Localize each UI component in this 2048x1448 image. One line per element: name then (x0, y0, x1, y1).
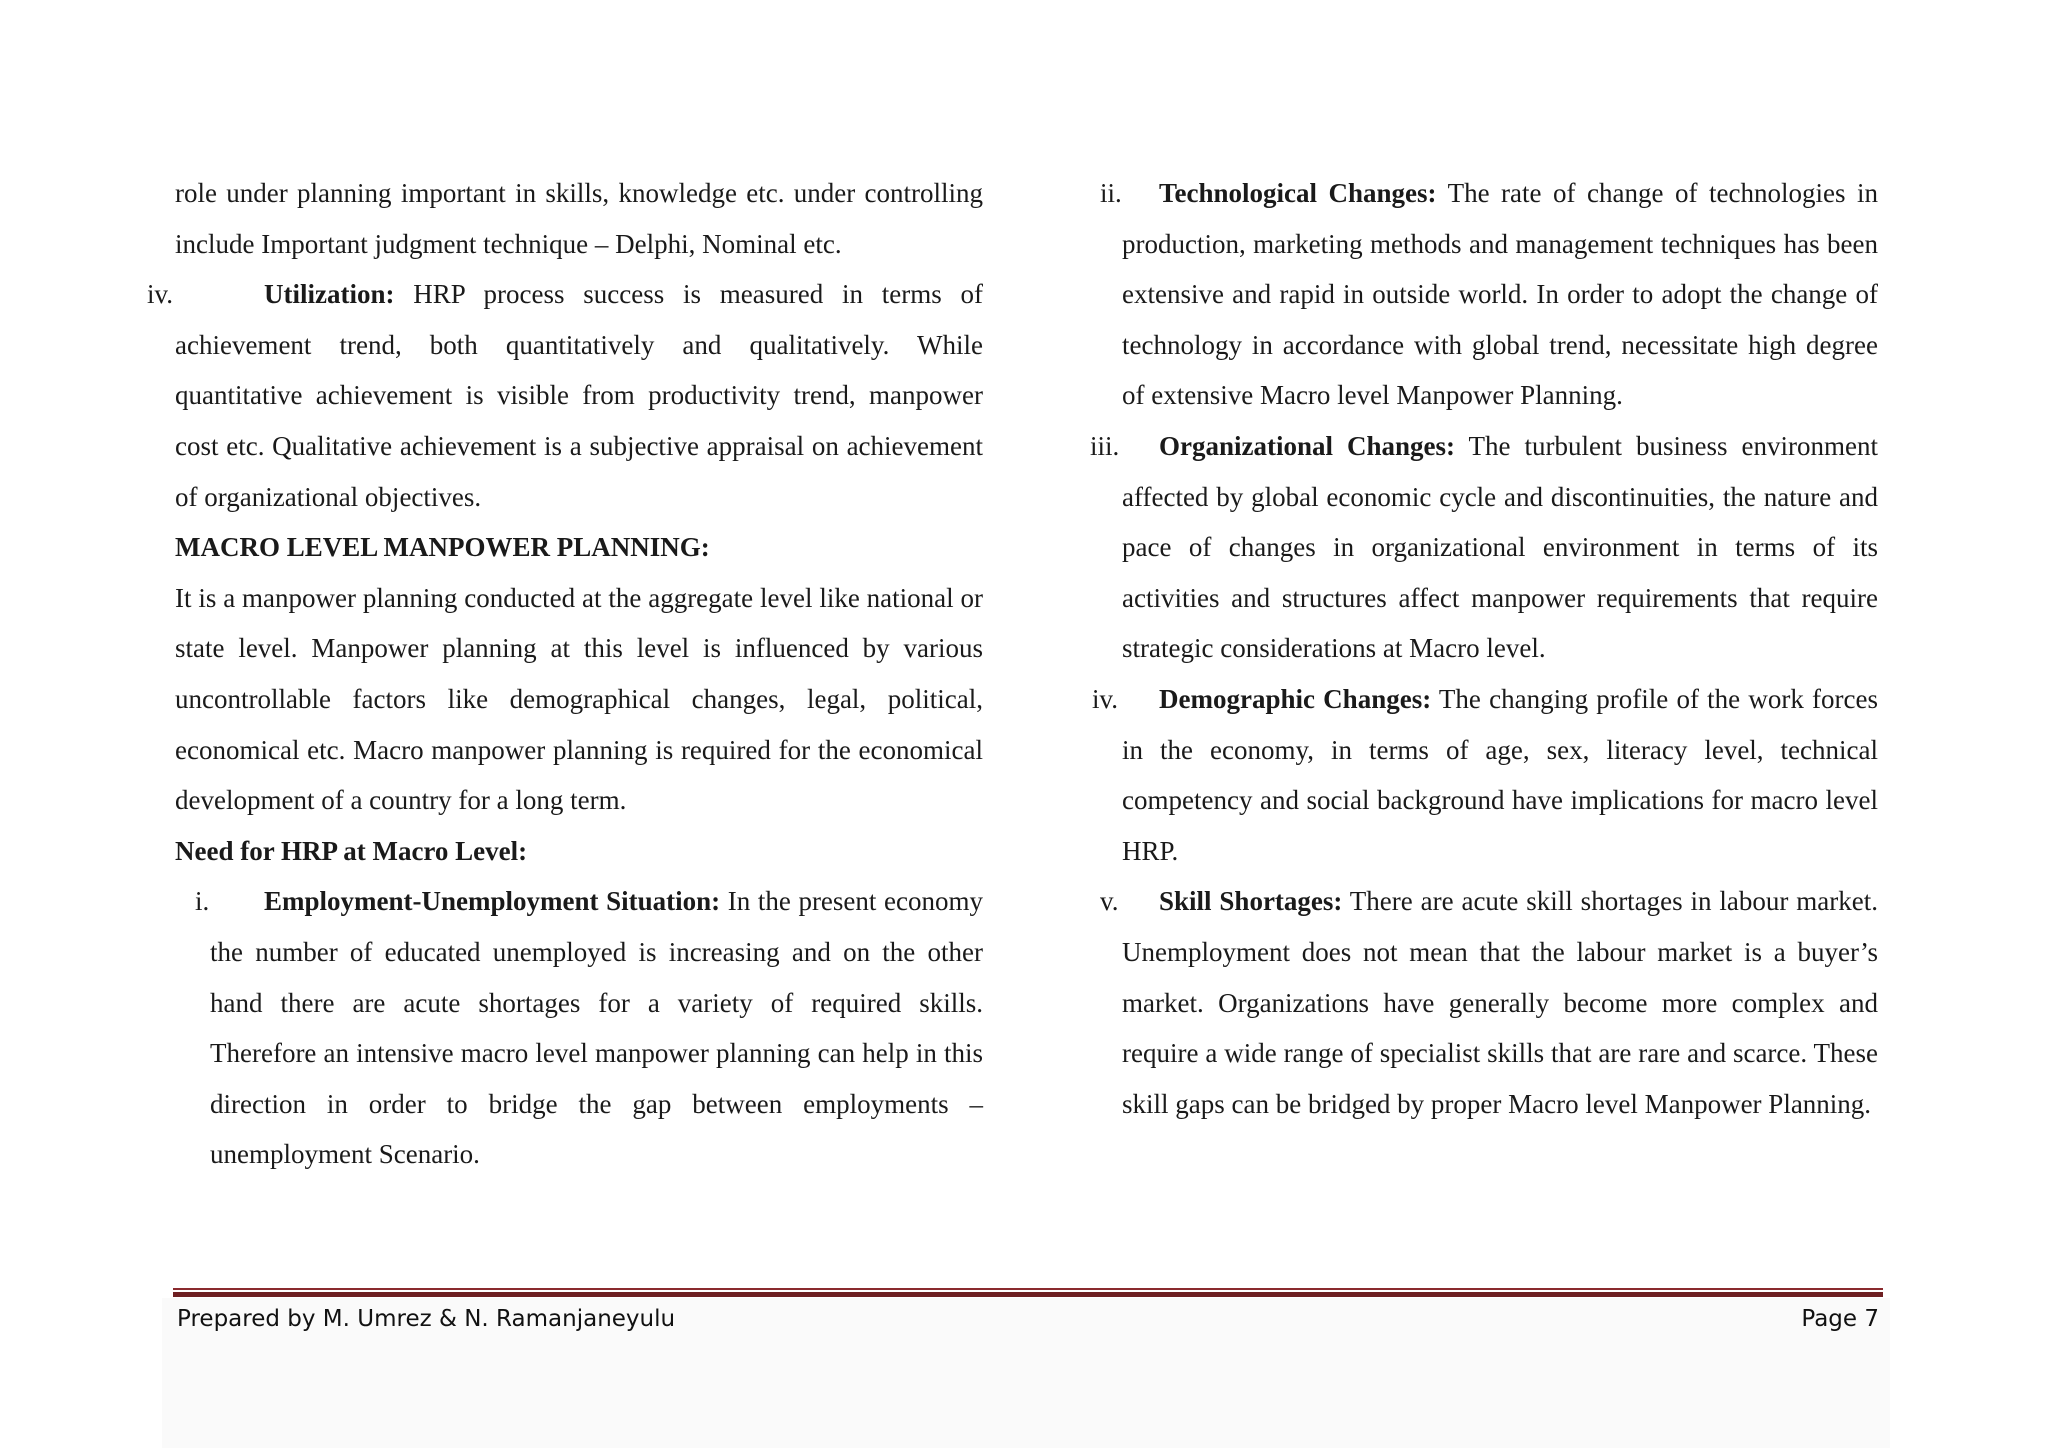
list-item-skill-shortages (1092, 876, 1878, 1129)
left-column (147, 168, 983, 1180)
list-number: iii. (1090, 430, 1120, 461)
item-text: The rate of change of technologies in production, marketing methods and management techniques has been extensive and rapid in outside world. In order to adopt the change of technology in accordance with global trend, necessitate high degree of extensive Macro level Manpower Planning. (1122, 178, 1878, 411)
item-label: Employment-Unemployment Situation: (264, 886, 721, 917)
item-text: The changing profile of the work forces in the economy, in terms of age, sex, literacy level, technical competency and social background have implications for macro level HRP. (1122, 683, 1878, 866)
list-item-utilization (147, 269, 983, 522)
item-label: Demographic Changes: (1159, 683, 1432, 714)
item-text: HRP process success is measured in terms of achievement trend, both quantitatively and qualitatively. While quantitative achievement is visible from productivity trend, manpower cost etc. Qualitative achievement is a subjective appraisal on achievement of organizational objectives. (175, 279, 983, 512)
item-text: The turbulent business environment affected by global economic cycle and discontinuities, the nature and pace of changes in organizational environment in terms of its activities and structures affect manpower requirements that require strategic considerations at Macro level. (1122, 430, 1878, 664)
item-label: Technological Changes: (1159, 178, 1437, 208)
right-column (1092, 168, 1878, 1129)
subsection-heading: Need for HRP at Macro Level: (175, 835, 528, 866)
footer-divider-thick (173, 1292, 1883, 1297)
list-item-technological (1092, 168, 1878, 421)
footer-divider-thin (173, 1288, 1883, 1290)
list-number: i. (195, 886, 210, 917)
item-label: Organizational Changes: (1159, 430, 1456, 461)
list-number: v. (1100, 886, 1119, 917)
macro-paragraph: It is a manpower planning conducted at the aggregate level like national or state level. Manpower planning at this level is influenced by various uncontrollable factors like demographical changes, legal, political, economical etc. Macro manpower planning is required for the economical development of a country for a long term. (175, 582, 983, 816)
section-heading: MACRO LEVEL MANPOWER PLANNING: (175, 532, 710, 563)
item-text: There are acute skill shortages in labour market. Unemployment does not mean that the labour market is a buyer’s market. Organizations have generally become more complex and require a wide range of specialist skills that are rare and scarce. These skill gaps can be bridged by proper Macro level Manpower Planning. (1122, 886, 1878, 1119)
list-number: ii. (1100, 178, 1122, 208)
item-label: Utilization: (264, 279, 395, 310)
intro-paragraph: role under planning important in skills, knowledge etc. under controlling include Important judgment technique – Delphi, Nominal etc. (175, 178, 983, 259)
item-label: Skill Shortages: (1159, 886, 1343, 917)
list-number: iv. (147, 279, 173, 310)
list-item-demographic (1092, 674, 1878, 876)
list-number: iv. (1092, 683, 1118, 714)
page-number: Page 7 (1801, 1306, 1879, 1332)
list-item-employment (175, 876, 983, 1180)
list-item-organizational (1092, 421, 1878, 674)
item-text: In the present economy the number of educated unemployed is increasing and on the other hand there are acute shortages for a variety of required skills. Therefore an intensive macro level manpower planning can help in this direction in order to bridge the gap between employments –unemployment Scenario. (210, 886, 983, 1170)
footer-author: Prepared by M. Umrez & N. Ramanjaneyulu (177, 1306, 676, 1332)
